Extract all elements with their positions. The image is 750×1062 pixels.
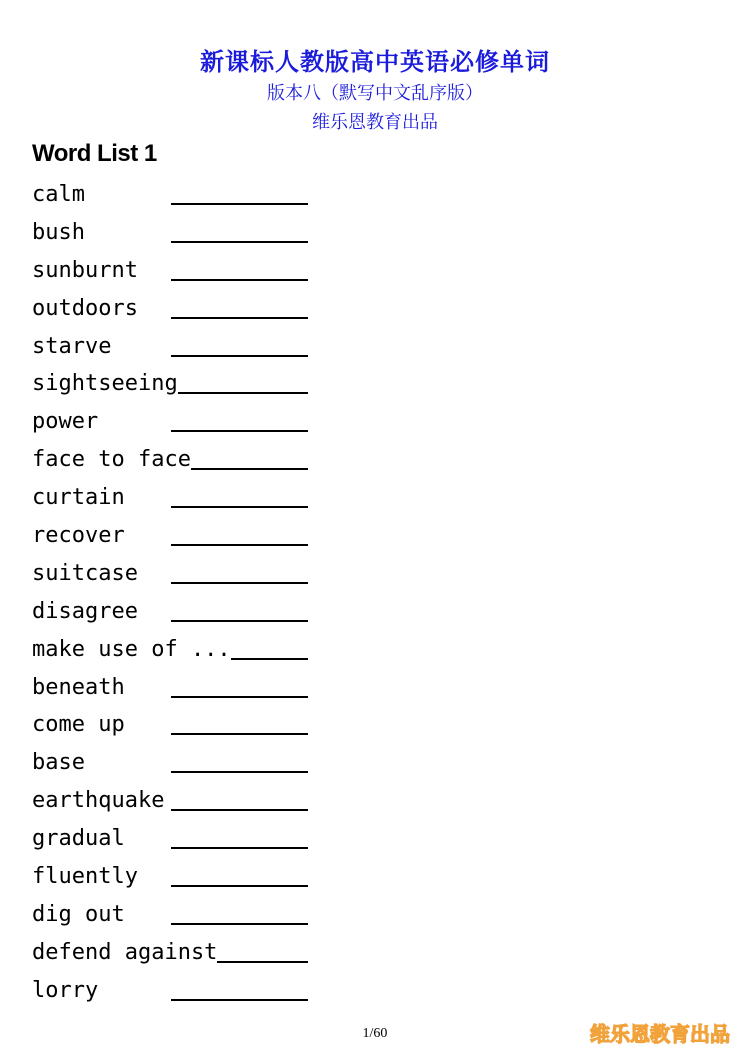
word-text: power	[32, 409, 99, 435]
answer-line	[171, 544, 308, 546]
answer-line	[171, 582, 308, 584]
document-subtitle: 版本八（默写中文乱序版）	[267, 83, 483, 104]
word-row	[32, 593, 312, 631]
word-text: face to face	[32, 447, 191, 473]
answer-line	[171, 885, 308, 887]
word-text: base	[32, 750, 85, 776]
word-row	[32, 479, 312, 517]
answer-line	[171, 279, 308, 281]
word-row	[32, 934, 312, 972]
word-text: outdoors	[32, 295, 138, 321]
word-row	[32, 782, 312, 820]
word-row	[32, 328, 312, 366]
word-text: curtain	[32, 485, 125, 511]
word-text: come up	[32, 712, 125, 738]
word-row	[32, 669, 312, 707]
document-producer: 维乐恩教育出品	[312, 112, 438, 133]
word-row	[32, 820, 312, 858]
page-number: 1/60	[362, 1026, 388, 1041]
answer-line	[171, 999, 308, 1001]
answer-line	[171, 506, 308, 508]
word-row	[32, 706, 312, 744]
answer-line	[171, 392, 308, 394]
word-text: sightseeing	[32, 371, 178, 397]
word-row	[32, 555, 312, 593]
word-text: make use of ...	[32, 636, 231, 662]
answer-line	[171, 696, 308, 698]
word-text: calm	[32, 182, 85, 207]
word-row	[32, 517, 312, 555]
answer-line	[171, 847, 308, 849]
document-title: 新课标人教版高中英语必修单词	[200, 48, 550, 76]
word-text: disagree	[32, 598, 138, 624]
answer-line	[171, 733, 308, 735]
word-text: fluently	[32, 864, 138, 890]
answer-line	[171, 355, 308, 357]
word-list	[32, 176, 312, 1010]
word-row	[32, 441, 312, 479]
word-text: sunburnt	[32, 257, 138, 283]
word-text: starve	[32, 333, 112, 359]
word-text: beneath	[32, 674, 125, 700]
word-row	[32, 290, 312, 328]
word-row	[32, 176, 312, 214]
word-text: gradual	[32, 826, 125, 852]
word-text: bush	[32, 219, 85, 245]
word-row	[32, 744, 312, 782]
word-row	[32, 403, 312, 441]
word-text: suitcase	[32, 560, 138, 586]
word-list-title: Word List 1	[32, 140, 157, 167]
word-row	[32, 214, 312, 252]
word-row	[32, 252, 312, 290]
answer-line	[171, 241, 308, 243]
word-row	[32, 896, 312, 934]
word-text: lorry	[32, 977, 99, 1003]
word-row	[32, 972, 312, 1010]
answer-line	[171, 203, 308, 205]
word-text: defend against	[32, 939, 218, 965]
answer-line	[171, 620, 308, 622]
word-row	[32, 858, 312, 896]
answer-line	[171, 923, 308, 925]
word-row	[32, 631, 312, 669]
answer-line	[171, 317, 308, 319]
watermark-logo: 维乐恩教育出品	[590, 1022, 730, 1046]
word-text: dig out	[32, 901, 125, 927]
answer-line	[171, 430, 308, 432]
answer-line	[171, 771, 308, 773]
word-text: recover	[32, 523, 125, 549]
answer-line	[171, 468, 308, 470]
word-text: earthquake	[32, 788, 165, 814]
answer-line	[171, 809, 308, 811]
word-row	[32, 365, 312, 403]
